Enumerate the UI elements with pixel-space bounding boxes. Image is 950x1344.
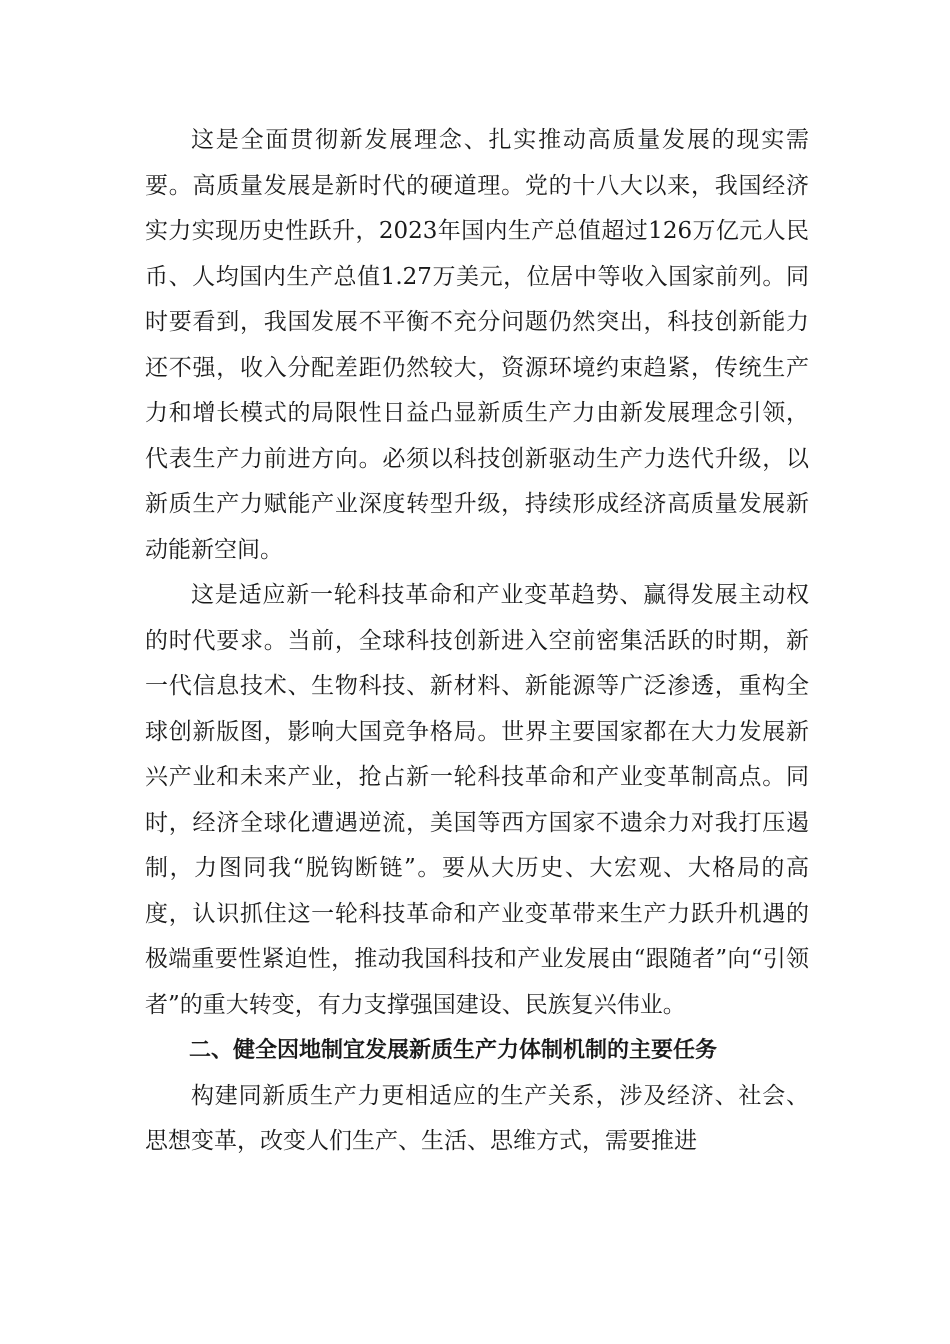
document-body (145, 118, 809, 1165)
body-paragraph: 构建同新质生产力更相适应的生产关系，涉及经济、社会、思想变革，改变人们生产、生活、思维方式，需要推进 (145, 1082, 809, 1154)
body-paragraph: 这是适应新一轮科技革命和产业变革趋势、赢得发展主动权的时代要求。当前，全球科技创新进入空前密集活跃的时期，新一代信息技术、生物科技、新材料、新能源等广泛渗透，重构全球创新版图，影响大国竞争格局。世界主要国家都在大力发展新兴产业和未来产业，抢占新一轮科技革命和产业变革制高点。同时，经济全球化遭遇逆流，美国等西方国家不遗余力对我打压遏制，力图同我“脱钩断链”。要从大历史、大宏观、大格局的高度，认识抓住这一轮科技革命和产业变革带来生产力跃升机遇的极端重要性紧迫性，推动我国科技和产业发展由“跟随者”向“引领者”的重大转变，有力支撑强国建设、民族复兴伟业。 (145, 582, 809, 1018)
section-heading: 二、健全因地制宜发展新质生产力体制机制的主要任务 (189, 1038, 718, 1063)
body-paragraph: 这是全面贯彻新发展理念、扎实推动高质量发展的现实需要。高质量发展是新时代的硬道理。党的十八大以来，我国经济实力实现历史性跃升，2023年国内生产总值超过126万亿元人民币、人均国内生产总值1.27万美元，位居中等收入国家前列。同时要看到，我国发展不平衡不充分问题仍然突出，科技创新能力还不强，收入分配差距仍然较大，资源环境约束趋紧，传统生产力和增长模式的局限性日益凸显新质生产力由新发展理念引领，代表生产力前进方向。必须以科技创新驱动生产力迭代升级，以新质生产力赋能产业深度转型升级，持续形成经济高质量发展新动能新空间。 (145, 127, 809, 563)
